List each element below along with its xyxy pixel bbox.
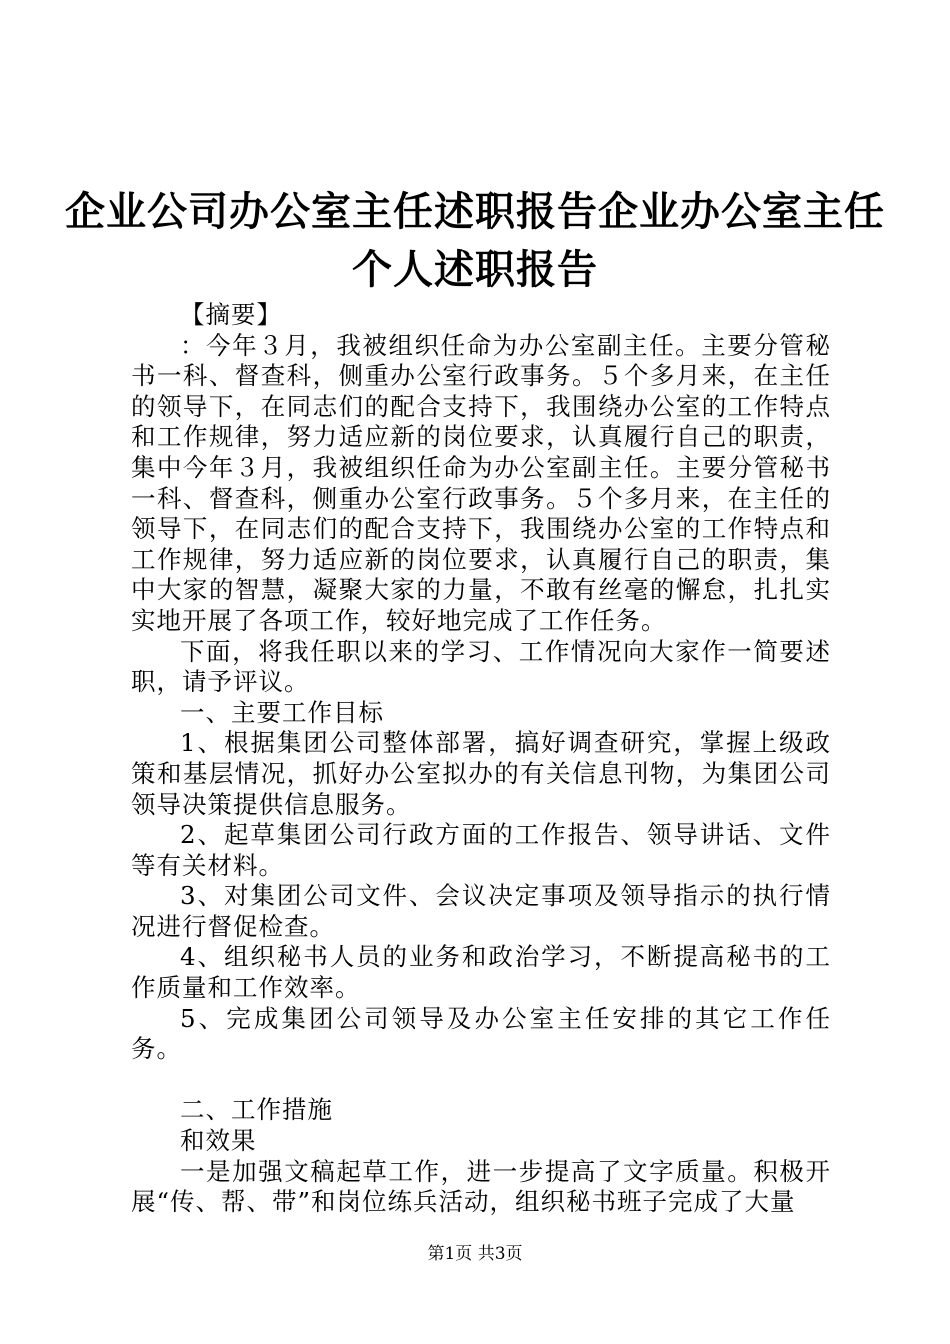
- section-heading-measures: 二、工作措施: [180, 1095, 333, 1125]
- section-heading-measures-cont: 和效果: [180, 1126, 257, 1156]
- paragraph-preface: 下面，将我任职以来的学习、工作情况向大家作一简要述职，请予评议。: [131, 636, 831, 697]
- document-title-line2: 个人述职报告: [352, 246, 598, 293]
- goal-item-4: 4、组织秘书人员的业务和政治学习，不断提高秘书的工作质量和工作效率。: [131, 942, 831, 1003]
- paragraph-measure-1: 一是加强文稿起草工作，进一步提高了文字质量。积极开展“传、帮、带”和岗位练兵活动，组织秘书班子完成了大量: [131, 1156, 831, 1217]
- blank-line: [131, 1065, 831, 1096]
- paragraph-intro: ：今年３月，我被组织任命为办公室副主任。主要分管秘书一科、督查科，侧重办公室行政事务。５个多月来，在主任的领导下，在同志们的配合支持下，我围绕办公室的工作特点和工作规律，努力适应新的岗位要求，认真履行自己的职责，集中今年３月，我被组织任命为办公室副主任。主要分管秘书一科、督查科，侧重办公室行政事务。５个多月来，在主任的领导下，在同志们的配合支持下，我围绕办公室的工作特点和工作规律，努力适应新的岗位要求，认真履行自己的职责，集中大家的智慧，凝聚大家的力量，不敢有丝毫的懈怠，扎扎实实地开展了各项工作，较好地完成了工作任务。: [131, 330, 831, 635]
- page-number-footer: 第1页 共3页: [427, 1244, 523, 1264]
- goal-item-2: 2、起草集团公司行政方面的工作报告、领导讲话、文件等有关材料。: [131, 820, 831, 880]
- document-title-line1: 企业公司办公室主任述职报告企业办公室主任: [65, 188, 885, 235]
- goal-item-1: 1、根据集团公司整体部署，搞好调查研究，掌握上级政策和基层情况，抓好办公室拟办的有关信息刊物，为集团公司领导决策提供信息服务。: [131, 728, 831, 819]
- goal-item-3: 3、对集团公司文件、会议决定事项及领导指示的执行情况进行督促检查。: [131, 881, 831, 941]
- goal-item-5: 5、完成集团公司领导及办公室主任安排的其它工作任务。: [131, 1003, 831, 1064]
- document-body: [131, 300, 831, 1218]
- section-heading-goals: 一、主要工作目标: [180, 697, 384, 727]
- abstract-label: 【摘要】: [180, 300, 282, 329]
